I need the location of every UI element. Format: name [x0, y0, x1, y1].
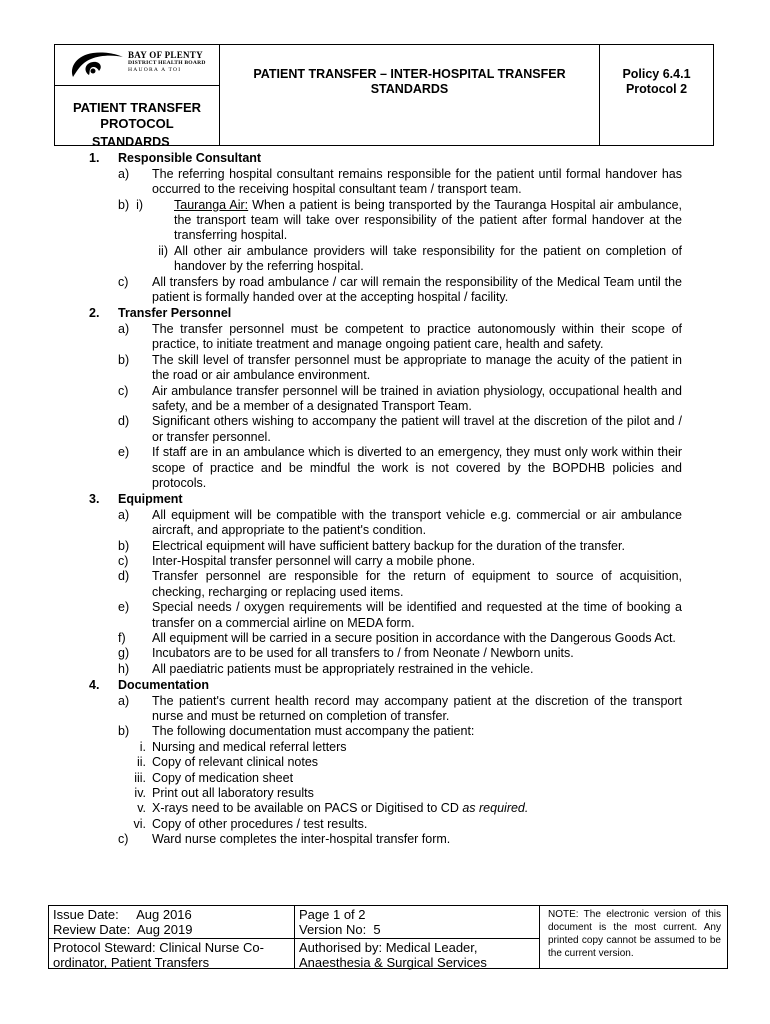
logo-line-3: HAUORA A TOI — [128, 66, 182, 73]
item-text: The patient's current health record may accompany patient at the discretion of the transport nurse and must be returned on completion of transfer. — [152, 693, 682, 724]
section-number: 2. — [89, 306, 100, 321]
authorised-by: Authorised by: Medical Leader, Anaesthesia & Surgical Services — [295, 938, 539, 971]
section-documentation — [89, 678, 682, 847]
item-text: Copy of other procedures / test results. — [152, 816, 368, 831]
item-text: If staff are in an ambulance which is diverted to an emergency, they must only work within their scope of practice and be mindful the work is not covered by the BOPDHB policies and protocols. — [152, 445, 682, 490]
item-label — [118, 198, 152, 244]
item-label: i. — [139, 739, 146, 754]
list-item — [92, 167, 682, 198]
list-item — [92, 198, 682, 244]
list-item — [92, 755, 682, 770]
review-date: Review Date: Aug 2019 — [53, 922, 193, 937]
item-label: g) — [118, 646, 130, 661]
list-item — [92, 508, 682, 539]
item-label: a) — [118, 693, 130, 708]
list-item — [92, 646, 682, 661]
section-equipment — [89, 492, 682, 677]
policy-reference — [600, 45, 713, 145]
item-text: Air ambulance transfer personnel will be trained in aviation physiology, occupational health and safety, and be a member of a designated Transport Team. — [152, 383, 682, 413]
item-text: Special needs / oxygen requirements will be identified and requested at the time of booking a transfer on a commercial airline on MEDA form. — [152, 600, 682, 630]
item-label: c) — [118, 383, 129, 398]
section-heading — [89, 151, 682, 166]
item-label: v. — [137, 801, 146, 816]
section-heading — [89, 492, 682, 507]
item-text: All paediatric patients must be appropriately restrained in the vehicle. — [152, 661, 534, 676]
footer-dates-column — [49, 906, 295, 968]
section-title: Transfer Personnel — [118, 306, 232, 321]
section-number: 1. — [89, 151, 100, 166]
item-label: ii) — [158, 243, 168, 258]
item-text: All transfers by road ambulance / car will remain the responsibility of the Medical Team until the patient is formally handed over at the accepting hospital / facility. — [152, 274, 682, 305]
item-text: Transfer personnel are responsible for the return of equipment to source of acquisition, checking, recharging or replacing used items. — [152, 569, 682, 599]
item-label: h) — [118, 661, 130, 676]
list-item — [92, 353, 682, 384]
list-item — [92, 801, 682, 816]
section-responsible-consultant — [89, 151, 682, 305]
item-label: b) — [118, 724, 130, 739]
item-text: Significant others wishing to accompany the patient will travel at the discretion of the pilot and / or transfer personnel. — [152, 414, 682, 444]
logo-swirl-icon — [67, 49, 125, 83]
item-label-i: i) — [136, 197, 144, 212]
protocol-number: Protocol 2 — [625, 82, 688, 96]
item-label: c) — [118, 832, 129, 847]
xray-italic: as required. — [462, 801, 529, 816]
list-item — [92, 817, 682, 832]
section-heading — [89, 678, 682, 693]
item-label: vi. — [133, 816, 146, 831]
list-item — [92, 662, 682, 677]
item-text: Copy of relevant clinical notes — [152, 755, 319, 770]
item-label: d) — [118, 569, 130, 584]
item-label: c) — [118, 553, 129, 568]
item-text: Inter-Hospital transfer personnel will carry a mobile phone. — [152, 553, 476, 568]
item-text: All other air ambulance providers will take responsibility for the patient on completion of handover by the referring hospital. — [174, 243, 682, 274]
item-label: b) — [118, 352, 130, 367]
item-text — [152, 198, 682, 244]
list-item — [92, 600, 682, 631]
logo-line-2: DISTRICT HEALTH BOARD — [128, 60, 206, 66]
item-text: The referring hospital consultant remains responsible for the patient until formal handover has occurred to the receiving hospital consultant team / transport team. — [152, 166, 682, 197]
list-item — [92, 832, 682, 847]
page-number: Page 1 of 2 — [299, 907, 366, 922]
item-text: The transfer personnel must be competent to practice autonomously within their scope of practice, to initiate treatment and manage ongoing patient care, health and safety. — [152, 321, 682, 352]
tauranga-air-text: When a patient is being transported by the Tauranga Hospital air ambulance, the transport team will take over responsibility of the patient after formal handover at the transferring hospital. — [174, 197, 682, 243]
list-item — [92, 539, 682, 554]
document-header — [54, 44, 714, 146]
list-item — [92, 244, 682, 275]
item-label: ii. — [136, 755, 146, 770]
item-label: a) — [118, 321, 130, 336]
item-label-b: b) — [118, 197, 130, 212]
document-title: PATIENT TRANSFER – INTER-HOSPITAL TRANSFER STANDARDS — [220, 45, 600, 145]
electronic-version-note: NOTE: The electronic version of this document is the most current. Any printed copy cannot be assumed to be the current version. — [548, 909, 721, 959]
list-item — [92, 569, 682, 600]
list-item — [92, 724, 682, 739]
item-text: Electrical equipment will have sufficient battery backup for the duration of the transfer. — [152, 538, 625, 553]
item-label: c) — [118, 274, 129, 289]
section-transfer-personnel — [89, 306, 682, 491]
item-text: Print out all laboratory results — [152, 786, 314, 801]
version-number: Version No: 5 — [299, 922, 381, 937]
item-text: Incubators are to be used for all transfers to / from Neonate / Newborn units. — [152, 646, 574, 661]
item-text — [152, 801, 682, 816]
bop-dhb-logo — [55, 45, 219, 85]
item-text: The skill level of transfer personnel must be appropriate to manage the acuity of the patient in the road or air ambulance environment. — [152, 352, 682, 383]
item-text: Ward nurse completes the inter-hospital transfer form. — [152, 832, 451, 847]
item-label: d) — [118, 414, 130, 429]
protocol-steward: Protocol Steward: Clinical Nurse Co-ordinator, Patient Transfers — [49, 938, 294, 971]
list-item — [92, 771, 682, 786]
item-label: a) — [118, 507, 130, 522]
issue-date: Issue Date: Aug 2016 — [53, 907, 192, 922]
item-label: e) — [118, 445, 130, 460]
item-text: Copy of medication sheet — [152, 770, 294, 785]
list-item — [92, 631, 682, 646]
item-label: a) — [118, 166, 130, 181]
list-item — [92, 414, 682, 445]
logo-line-1: BAY OF PLENTY — [128, 50, 203, 60]
list-item — [92, 786, 682, 801]
item-label: iv. — [134, 786, 146, 801]
item-label: e) — [118, 600, 130, 615]
item-text: The following documentation must accompany the patient: — [152, 724, 475, 739]
protocol-label: PATIENT TRANSFER PROTOCOL — [55, 85, 219, 145]
standards-heading: STANDARDS — [92, 135, 170, 149]
list-item — [92, 554, 682, 569]
document-body — [89, 135, 682, 848]
policy-number: Policy 6.4.1 — [622, 67, 691, 81]
footer-version — [295, 906, 539, 938]
document-footer — [48, 905, 728, 969]
section-number: 3. — [89, 492, 100, 507]
list-item — [92, 384, 682, 415]
item-label: b) — [118, 538, 130, 553]
section-title: Documentation — [118, 678, 209, 693]
item-label: iii. — [134, 770, 146, 785]
section-heading — [89, 306, 682, 321]
list-item — [92, 445, 682, 491]
list-item — [92, 275, 682, 306]
section-title: Responsible Consultant — [118, 151, 262, 166]
item-text: All equipment will be carried in a secure position in accordance with the Dangerous Goods Act. — [152, 631, 676, 645]
section-number: 4. — [89, 678, 100, 693]
item-text: Nursing and medical referral letters — [152, 739, 347, 754]
xray-text: X-rays need to be available on PACS or Digitised to CD — [152, 801, 463, 816]
list-item — [92, 322, 682, 353]
logo-text — [128, 51, 206, 73]
tauranga-air-lead: Tauranga Air: — [174, 197, 249, 212]
item-label: f) — [118, 631, 126, 645]
footer-version-column — [295, 906, 540, 968]
header-left-cell — [55, 45, 220, 145]
section-title: Equipment — [118, 492, 183, 507]
footer-dates — [49, 906, 294, 938]
item-text: All equipment will be compatible with the transport vehicle e.g. commercial or air ambulance aircraft, and appropriate to the patient's condition. — [152, 507, 682, 538]
list-item — [92, 694, 682, 725]
list-item — [92, 740, 682, 755]
